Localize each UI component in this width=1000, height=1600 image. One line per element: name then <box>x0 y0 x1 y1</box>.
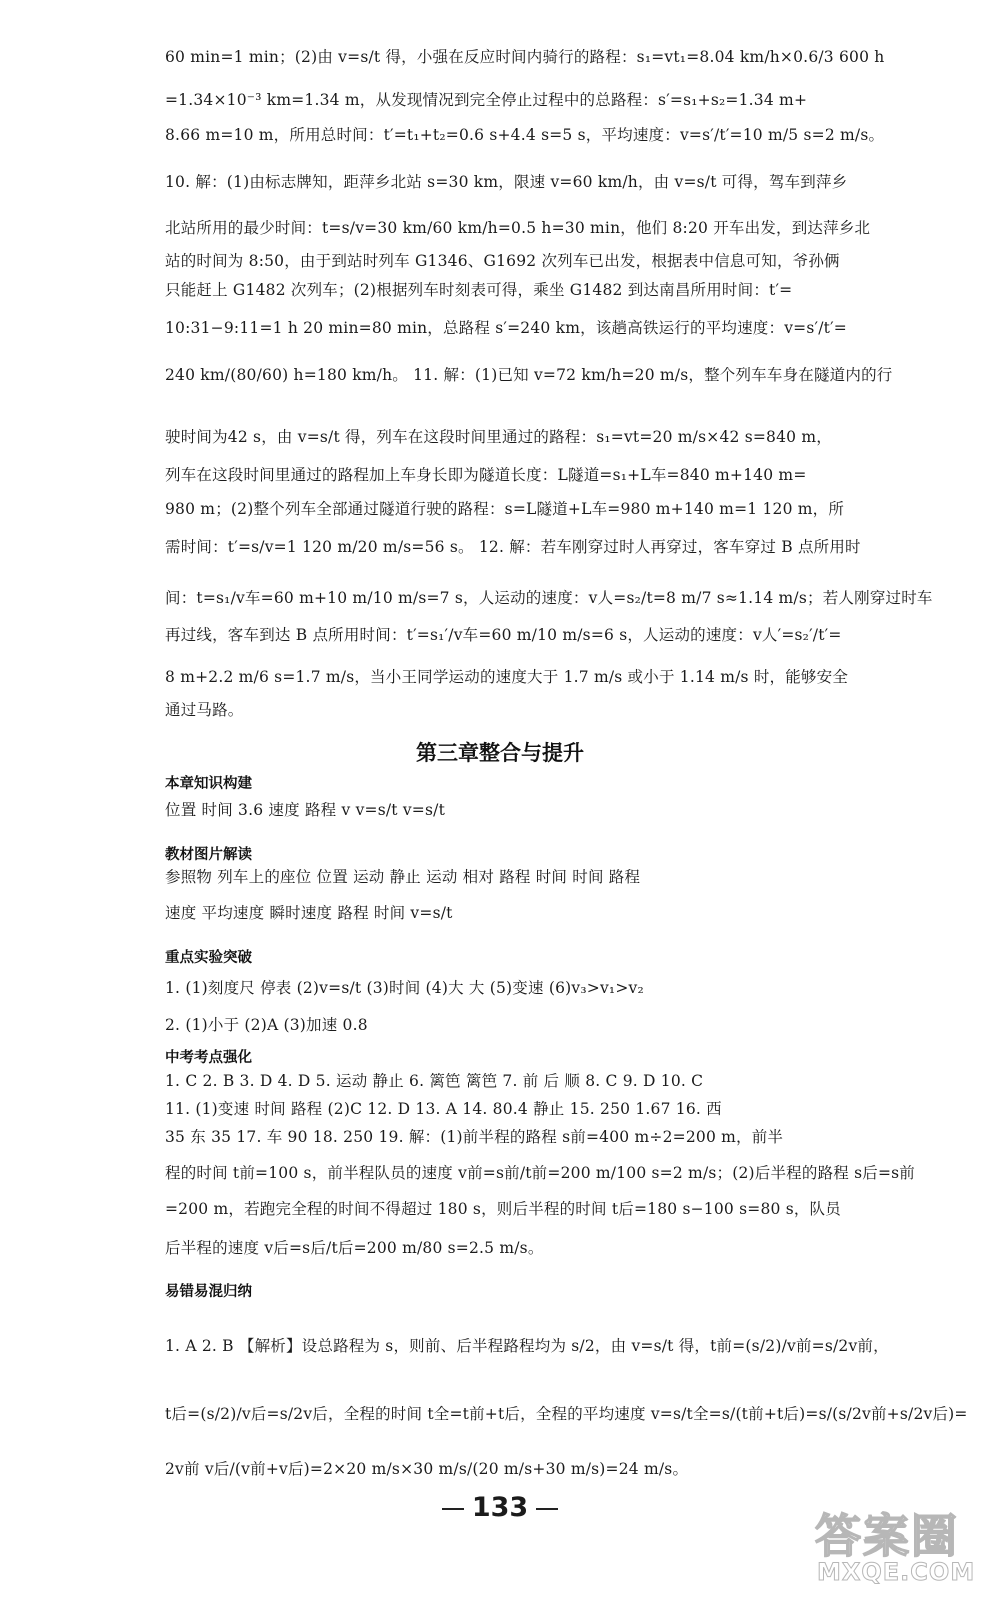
watermark-logo: 答案圈 <box>815 1509 959 1563</box>
text-line: 后半程的速度 v后=s后/t后=200 m/80 s=2.5 m/s。 <box>165 1239 544 1257</box>
text-line: 位置 时间 3.6 速度 路程 v v=s/t v=s/t <box>165 801 445 819</box>
text-line: 程的时间 t前=100 s，前半程队员的速度 v前=s前/t前=200 m/100 s=2 m/s；(2)后半程的路程 s后=s前 <box>165 1164 916 1182</box>
text-line: 240 km/(80/60) h=180 km/h。 11. 解：(1)已知 v=72 km/h=20 m/s，整个列车车身在隧道内的行 <box>165 366 893 384</box>
page-number <box>430 1492 570 1523</box>
section-heading: 易错易混归纳 <box>165 1284 252 1300</box>
watermark-url: MXQE.COM <box>817 1558 976 1586</box>
dash-decoration <box>442 1508 464 1510</box>
text-line: 1. C 2. B 3. D 4. D 5. 运动 静止 6. 篱笆 篱笆 7. 前 后 顺 8. C 9. D 10. C <box>165 1072 704 1090</box>
text-line: 35 东 35 17. 车 90 18. 250 19. 解：(1)前半程的路程 s前=400 m÷2=200 m，前半 <box>165 1128 784 1146</box>
text-line: t后=(s/2)/v后=s/2v后，全程的时间 t全=t前+t后，全程的平均速度 v=s/t全=s/(t前+t后)=s/(s/2v前+s/2v后)= <box>165 1405 968 1423</box>
text-line: 通过马路。 <box>165 701 244 719</box>
text-line: =200 m，若跑完全程的时间不得超过 180 s，则后半程的时间 t后=180 s−100 s=80 s，队员 <box>165 1200 841 1218</box>
page-number-text: 133 <box>471 1492 529 1523</box>
text-line: 只能赶上 G1482 次列车；(2)根据列车时刻表可得，乘坐 G1482 到达南昌所用时间：t′= <box>165 281 793 299</box>
text-line: 10:31−9:11=1 h 20 min=80 min，总路程 s′=240 km，该趟高铁运行的平均速度：v=s′/t′= <box>165 319 847 337</box>
text-line: 10. 解：(1)由标志牌知，距萍乡北站 s=30 km，限速 v=60 km/h，由 v=s/t 可得，驾车到萍乡 <box>165 173 848 191</box>
dash-decoration <box>536 1508 558 1510</box>
section-heading: 重点实验突破 <box>165 950 252 966</box>
text-line: 1. A 2. B 【解析】设总路程为 s，则前、后半程路程均为 s/2，由 v=s/t 得，t前=(s/2)/v前=s/2v前， <box>165 1337 889 1355</box>
text-line: 60 min=1 min；(2)由 v=s/t 得，小强在反应时间内骑行的路程：s₁=vt₁=8.04 km/h×0.6/3 600 h <box>165 48 885 66</box>
text-line: 需时间：t′=s/v=1 120 m/20 m/s=56 s。 12. 解：若车刚穿过时人再穿过，客车穿过 B 点所用时 <box>165 538 861 556</box>
text-line: 再过线，客车到达 B 点所用时间：t′=s₁′/v车=60 m/10 m/s=6 s，人运动的速度：v人′=s₂′/t′= <box>165 626 842 644</box>
text-line: 速度 平均速度 瞬时速度 路程 时间 v=s/t <box>165 904 453 922</box>
text-line: 列车在这段时间里通过的路程加上车身长即为隧道长度：L隧道=s₁+L车=840 m+140 m= <box>165 466 807 484</box>
text-line: 2v前 v后/(v前+v后)=2×20 m/s×30 m/s/(20 m/s+30 m/s)=24 m/s。 <box>165 1460 689 1478</box>
text-line: 北站所用的最少时间：t=s/v=30 km/60 km/h=0.5 h=30 min，他们 8:20 开车出发，到达萍乡北 <box>165 219 871 237</box>
section-heading: 教材图片解读 <box>165 847 252 863</box>
text-line: 2. (1)小于 (2)A (3)加速 0.8 <box>165 1016 368 1034</box>
text-line: 参照物 列车上的座位 位置 运动 静止 运动 相对 路程 时间 时间 路程 <box>165 868 641 886</box>
text-line: 1. (1)刻度尺 停表 (2)v=s/t (3)时间 (4)大 大 (5)变速 (6)v₃>v₁>v₂ <box>165 979 644 997</box>
chapter-title: 第三章整合与提升 <box>416 740 584 765</box>
text-line: 站的时间为 8:50，由于到站时列车 G1346、G1692 次列车已出发，根据表中信息可知，爷孙俩 <box>165 252 840 270</box>
text-line: 8 m+2.2 m/6 s=1.7 m/s，当小王同学运动的速度大于 1.7 m/s 或小于 1.14 m/s 时，能够安全 <box>165 668 849 686</box>
section-heading: 本章知识构建 <box>165 776 252 792</box>
text-line: 11. (1)变速 时间 路程 (2)C 12. D 13. A 14. 80.4 静止 15. 250 1.67 16. 西 <box>165 1100 722 1118</box>
text-line: =1.34×10⁻³ km=1.34 m，从发现情况到完全停止过程中的总路程：s′=s₁+s₂=1.34 m+ <box>165 91 808 109</box>
text-line: 间：t=s₁/v车=60 m+10 m/10 m/s=7 s，人运动的速度：v人=s₂/t=8 m/7 s≈1.14 m/s；若人刚穿过时车 <box>165 589 933 607</box>
text-line: 驶时间为42 s，由 v=s/t 得，列车在这段时间里通过的路程：s₁=vt=20 m/s×42 s=840 m， <box>165 428 832 446</box>
text-line: 8.66 m=10 m，所用总时间：t′=t₁+t₂=0.6 s+4.4 s=5 s，平均速度：v=s′/t′=10 m/5 s=2 m/s。 <box>165 126 885 144</box>
watermark <box>805 1500 995 1600</box>
section-heading: 中考考点强化 <box>165 1050 252 1066</box>
text-line: 980 m；(2)整个列车全部通过隧道行驶的路程：s=L隧道+L车=980 m+140 m=1 120 m，所 <box>165 500 845 518</box>
